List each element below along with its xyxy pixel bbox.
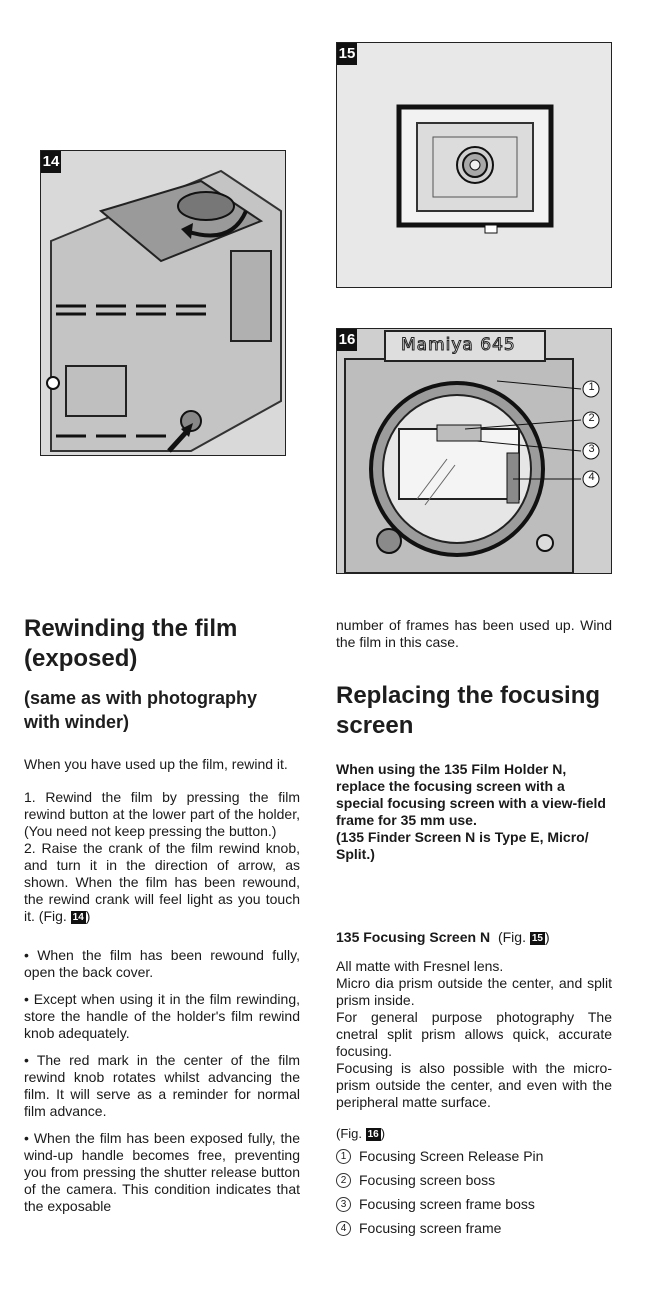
- figure-14-tag: 14: [41, 151, 61, 173]
- fig-ref-row: [336, 1125, 612, 1142]
- figure-16: [336, 328, 612, 574]
- intro-paragraph: When you have used up the film, rewind it.: [24, 756, 288, 772]
- screen-heading: 135 Focusing Screen N: [336, 929, 491, 945]
- fig-ref-tag: 16: [367, 1129, 379, 1140]
- step-2-close: ): [85, 908, 91, 924]
- legend-number: 4: [336, 1221, 351, 1236]
- step-2-fig-tag: 14: [72, 912, 84, 923]
- focusing-screen-view-illustration: [337, 43, 612, 288]
- legend-item: [336, 1168, 612, 1192]
- bullet-2: • Except when using it in the film rewinding, store the handle of the holder's film rewind knob adequately.: [24, 991, 300, 1041]
- callout-4: 4: [588, 471, 595, 483]
- camera-body-front-illustration: [337, 329, 612, 574]
- finder-screen-note: (135 Finder Screen N is Type E, Micro/ Split.): [336, 829, 589, 862]
- figure-15-tag: 15: [337, 43, 357, 65]
- right-column: [336, 617, 612, 1240]
- screen-fig-tag: 15: [531, 933, 543, 944]
- screen-fig-close: ): [544, 929, 550, 945]
- legend-label: Focusing screen boss: [359, 1172, 496, 1188]
- rewinding-title: Rewinding the film (exposed): [24, 615, 238, 672]
- legend-item: [336, 1192, 612, 1216]
- legend-label: Focusing screen frame: [359, 1220, 502, 1236]
- callout-1: 1: [588, 381, 595, 393]
- screen-fig-open: (Fig.: [497, 929, 526, 945]
- legend-number: 1: [336, 1149, 351, 1164]
- screen-heading-row: [336, 929, 612, 946]
- desc-2: Micro dia prism outside the center, and split prism inside.: [336, 975, 612, 1008]
- bullet-3: • The red mark in the center of the film rewind knob rotates whilst advancing the film. It will serve as a reminder for normal film advance.: [24, 1052, 300, 1119]
- desc-4: Focusing is also possible with the micro-prism outside the center, and even with the peripheral matte surface.: [336, 1060, 612, 1110]
- legend-number: 3: [336, 1197, 351, 1212]
- legend-label: Focusing screen frame boss: [359, 1196, 535, 1212]
- legend-item: [336, 1144, 612, 1168]
- desc-3: For general purpose photography The cnetral split prism allows quick, accurate focusing.: [336, 1009, 612, 1059]
- replacing-title: Replacing the focusing screen: [336, 682, 601, 739]
- left-column: [24, 614, 300, 1215]
- bullet-4: • When the film has been exposed fully, the wind-up handle becomes free, preventing you from pressing the shutter release button of the camera. This condition indicates that the exposable: [24, 1130, 300, 1214]
- brand-label: Mamiya 645: [401, 335, 516, 355]
- legend-number: 2: [336, 1173, 351, 1188]
- legend-label: Focusing Screen Release Pin: [359, 1148, 544, 1164]
- continuation-paragraph: number of frames has been used up. Wind the film in this case.: [336, 617, 612, 650]
- step-2: [24, 840, 300, 925]
- callout-2: 2: [588, 412, 595, 424]
- figure-16-tag: 16: [337, 329, 357, 351]
- figure-15: [336, 42, 612, 288]
- bullet-1: • When the film has been rewound fully, open the back cover.: [24, 947, 300, 980]
- rewinding-subtitle: (same as with photography with winder): [24, 688, 258, 732]
- fig-ref-open: (Fig.: [336, 1126, 362, 1141]
- callout-3: 3: [588, 443, 595, 455]
- step-1: 1. Rewind the film by pressing the film rewind button at the lower part of the holder, (You need not keep pressing the button.): [24, 789, 300, 839]
- desc-1: All matte with Fresnel lens.: [336, 958, 504, 974]
- legend-item: [336, 1216, 612, 1240]
- film-holder-note: When using the 135 Film Holder N, replace the focusing screen with a special focusing screen with a view-field frame for 35 mm use.: [336, 761, 606, 828]
- figure-14: [40, 150, 286, 456]
- fig-ref-close: ): [380, 1126, 386, 1141]
- step-2-text: 2. Raise the crank of the film rewind knob, and turn it in the direction of arrow, as shown. When the film has been rewound, the rewind crank will feel light as you touch it. (Fig.: [24, 840, 300, 924]
- legend-list: [336, 1144, 612, 1240]
- camera-rewind-illustration: [41, 151, 286, 456]
